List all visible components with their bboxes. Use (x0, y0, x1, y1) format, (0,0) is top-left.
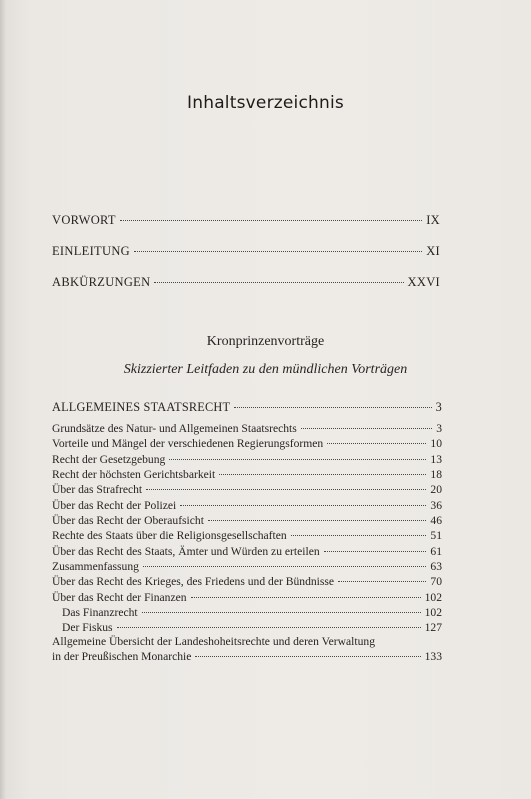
dot-leader (234, 407, 431, 408)
toc-entry (52, 529, 442, 542)
dot-leader (142, 612, 421, 613)
dot-leader (191, 597, 421, 598)
dot-leader (146, 489, 426, 490)
toc-entry-page: 10 (430, 437, 442, 450)
dot-leader (134, 251, 422, 252)
toc-entry-label: Über das Strafrecht (52, 483, 143, 496)
toc-entry-label: Über das Recht der Polizei (52, 499, 177, 512)
toc-entry-label: Zusammenfassung (52, 560, 139, 573)
toc-entry-page: 3 (436, 422, 442, 435)
dot-leader (195, 656, 420, 657)
toc-subentry (62, 606, 442, 619)
toc-entry-label: ABKÜRZUNGEN (52, 275, 151, 289)
toc-entry-label: in der Preußischen Monarchie (52, 650, 192, 663)
toc-entry (52, 514, 442, 527)
dot-leader (338, 581, 426, 582)
dot-leader (327, 443, 426, 444)
dot-leader (291, 535, 427, 536)
toc-entry-label: Der Fiskus (62, 621, 113, 634)
dot-leader (120, 220, 422, 221)
section-subtitle: Skizzierter Leitfaden zu den mündlichen Vorträgen (123, 362, 408, 377)
toc-entry (52, 468, 442, 481)
toc-entry (52, 437, 442, 450)
dot-leader (301, 428, 432, 429)
toc-entry-label: Recht der höchsten Gerichtsbarkeit (52, 468, 216, 481)
toc-entry (52, 453, 442, 466)
toc-entry-page: 102 (424, 591, 442, 604)
toc-entry-page: 13 (430, 453, 442, 466)
section-title: Kronprinzenvorträge (206, 334, 325, 349)
toc-entry-page: XI (426, 244, 440, 258)
toc-entry-page: 46 (430, 514, 442, 527)
toc-entry-page: 3 (435, 400, 442, 414)
dot-leader (117, 627, 421, 628)
toc-entry-page: IX (426, 213, 440, 227)
toc-entry-label: Über das Recht der Oberaufsicht (52, 514, 204, 527)
toc-entry (52, 575, 442, 588)
dot-leader (154, 282, 403, 283)
toc-entry-page: 18 (430, 468, 442, 481)
toc-entry-line1: Allgemeine Übersicht der Landeshoheitsrechte und deren Verwaltung (52, 635, 376, 648)
toc-entry (52, 591, 442, 604)
toc-entry-label: VORWORT (52, 213, 116, 227)
toc-entry-label: EINLEITUNG (52, 244, 130, 258)
toc-entry-page: 102 (424, 606, 442, 619)
toc-entry-page: 133 (424, 650, 442, 663)
dot-leader (219, 474, 426, 475)
dot-leader (208, 520, 426, 521)
toc-entry-page: 20 (430, 483, 442, 496)
dot-leader (180, 505, 426, 506)
toc-entry-label: ALLGEMEINES STAATSRECHT (52, 400, 231, 414)
toc-entry-label: Über das Recht des Staats, Ämter und Würden zu erteilen (52, 545, 320, 558)
toc-entry-label: Vorteile und Mängel der verschiedenen Regierungsformen (52, 437, 324, 450)
page-title: Inhaltsverzeichnis (187, 93, 344, 113)
dot-leader (143, 566, 426, 567)
dot-leader (169, 459, 426, 460)
toc-entry-label: Rechte des Staats über die Religionsgesellschaften (52, 529, 287, 542)
toc-entry-label: Über das Recht der Finanzen (52, 591, 187, 604)
toc-entry-page: 51 (430, 529, 442, 542)
toc-entry-page: 61 (430, 545, 442, 558)
toc-entry (52, 499, 442, 512)
toc-entry-vorwort (52, 213, 440, 228)
toc-entry (52, 545, 442, 558)
toc-entry-einleitung (52, 244, 440, 259)
toc-subentry (62, 621, 442, 634)
toc-entry-page: 70 (430, 575, 442, 588)
toc-part-heading (52, 400, 442, 415)
toc-entry (52, 560, 442, 573)
toc-entry-label: Das Finanzrecht (62, 606, 138, 619)
toc-entry-abkuerzungen (52, 275, 440, 290)
toc-entry-page: 36 (430, 499, 442, 512)
toc-entry-page: 63 (430, 560, 442, 573)
toc-entry-page: XXVI (407, 275, 440, 289)
toc-entry-page: 127 (424, 621, 442, 634)
toc-entry (52, 483, 442, 496)
toc-entry (52, 650, 442, 663)
toc-entry (52, 422, 442, 435)
dot-leader (324, 551, 427, 552)
toc-entry-label: Über das Recht des Krieges, des Friedens und der Bündnisse (52, 575, 335, 588)
toc-entry-label: Grundsätze des Natur- und Allgemeinen Staatsrechts (52, 422, 297, 435)
toc-entry-label: Recht der Gesetzgebung (52, 453, 166, 466)
